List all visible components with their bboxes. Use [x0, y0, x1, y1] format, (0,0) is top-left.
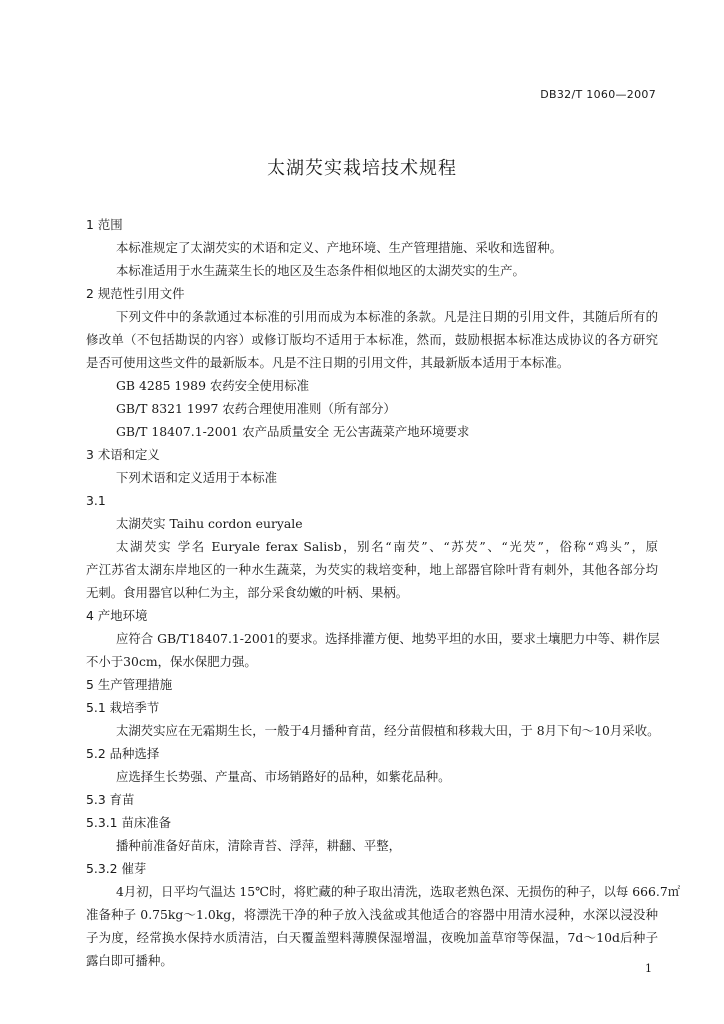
paragraph-line: 播种前准备好苗床，清除青苔、浮萍，耕翻、平整， [116, 838, 401, 853]
section-3-heading: 3 术语和定义 [86, 447, 160, 462]
standard-code: DB32/T 1060—2007 [540, 88, 656, 101]
paragraph-line: 下列术语和定义适用于本标准 [116, 470, 278, 485]
paragraph-line: 下列文件中的条款通过本标准的引用而成为本标准的条款。凡是注日期的引用文件，其随后所有的 [116, 309, 658, 324]
clause-5-3-2-heading: 5.3.2 催芽 [86, 861, 147, 876]
paragraph-line: 应选择生长势强、产量高、市场销路好的品种，如紫花品种。 [116, 769, 451, 784]
paragraph-line: 4月初，日平均气温达 15℃时，将贮藏的种子取出清洗，选取老熟色深、无损伤的种子，以每 666.7㎡ [116, 884, 681, 899]
paragraph-line: 应符合 GB/T18407.1-2001的要求。选择排灌方便、地势平坦的水田，要求土壤肥力中等、耕作层 [116, 631, 660, 646]
paragraph-line: 太湖芡实应在无霜期生长，一般于4月播种育苗，经分苗假植和移栽大田，于 8月下旬～10月采收。 [116, 723, 660, 738]
paragraph-line: 露白即可播种。 [86, 953, 173, 968]
paragraph-line: 太湖芡实 学名 Euryale ferax Salisb，别名“南芡”、“苏芡”、“光芡”，俗称“鸡头”，原 [116, 539, 658, 554]
paragraph-line: 无刺。食用器官以种仁为主，部分采食幼嫩的叶柄、果柄。 [86, 585, 409, 600]
section-4-heading: 4 产地环境 [86, 608, 148, 623]
paragraph-line: 子为度，经常换水保持水质清洁，白天覆盖塑料薄膜保湿增温，夜晚加盖草帘等保温，7d～10d后种子 [86, 930, 658, 945]
section-1-heading: 1 范围 [86, 217, 123, 232]
term-name: 太湖芡实 Taihu cordon euryale [116, 516, 303, 531]
reference-item: GB 4285 1989 农药安全使用标准 [116, 378, 310, 393]
document-title: 太湖芡实栽培技术规程 [267, 158, 457, 179]
paragraph-line: 本标准适用于水生蔬菜生长的地区及生态条件相似地区的太湖芡实的生产。 [116, 263, 525, 278]
paragraph-line: 产江苏省太湖东岸地区的一种水生蔬菜，为芡实的栽培变种，地上部器官除叶背有刺外，其他各部分均 [86, 562, 658, 577]
paragraph-line: 是否可使用这些文件的最新版本。凡是不注日期的引用文件，其最新版本适用于本标准。 [86, 355, 570, 370]
clause-5-3-1-heading: 5.3.1 苗床准备 [86, 815, 172, 830]
section-5-heading: 5 生产管理措施 [86, 677, 173, 692]
clause-5-1-heading: 5.1 栽培季节 [86, 700, 160, 715]
clause-5-3-heading: 5.3 育苗 [86, 792, 135, 807]
page-number: 1 [645, 962, 652, 975]
reference-item: GB/T 18407.1-2001 农产品质量安全 无公害蔬菜产地环境要求 [116, 424, 470, 439]
section-2-heading: 2 规范性引用文件 [86, 286, 185, 301]
reference-item: GB/T 8321 1997 农药合理使用准则（所有部分） [116, 401, 396, 416]
paragraph-line: 准备种子 0.75kg～1.0kg，将漂洗干净的种子放入浅盆或其他适合的容器中用清水浸种，水深以浸没种 [86, 907, 658, 922]
clause-3-1-number: 3.1 [86, 493, 106, 508]
clause-5-2-heading: 5.2 品种选择 [86, 746, 160, 761]
paragraph-line: 本标准规定了太湖芡实的术语和定义、产地环境、生产管理措施、采收和选留种。 [116, 240, 563, 255]
paragraph-line: 不小于30cm，保水保肥力强。 [86, 654, 257, 669]
paragraph-line: 修改单（不包括勘误的内容）或修订版均不适用于本标准，然而，鼓励根据本标准达成协议的各方研究 [86, 332, 658, 347]
